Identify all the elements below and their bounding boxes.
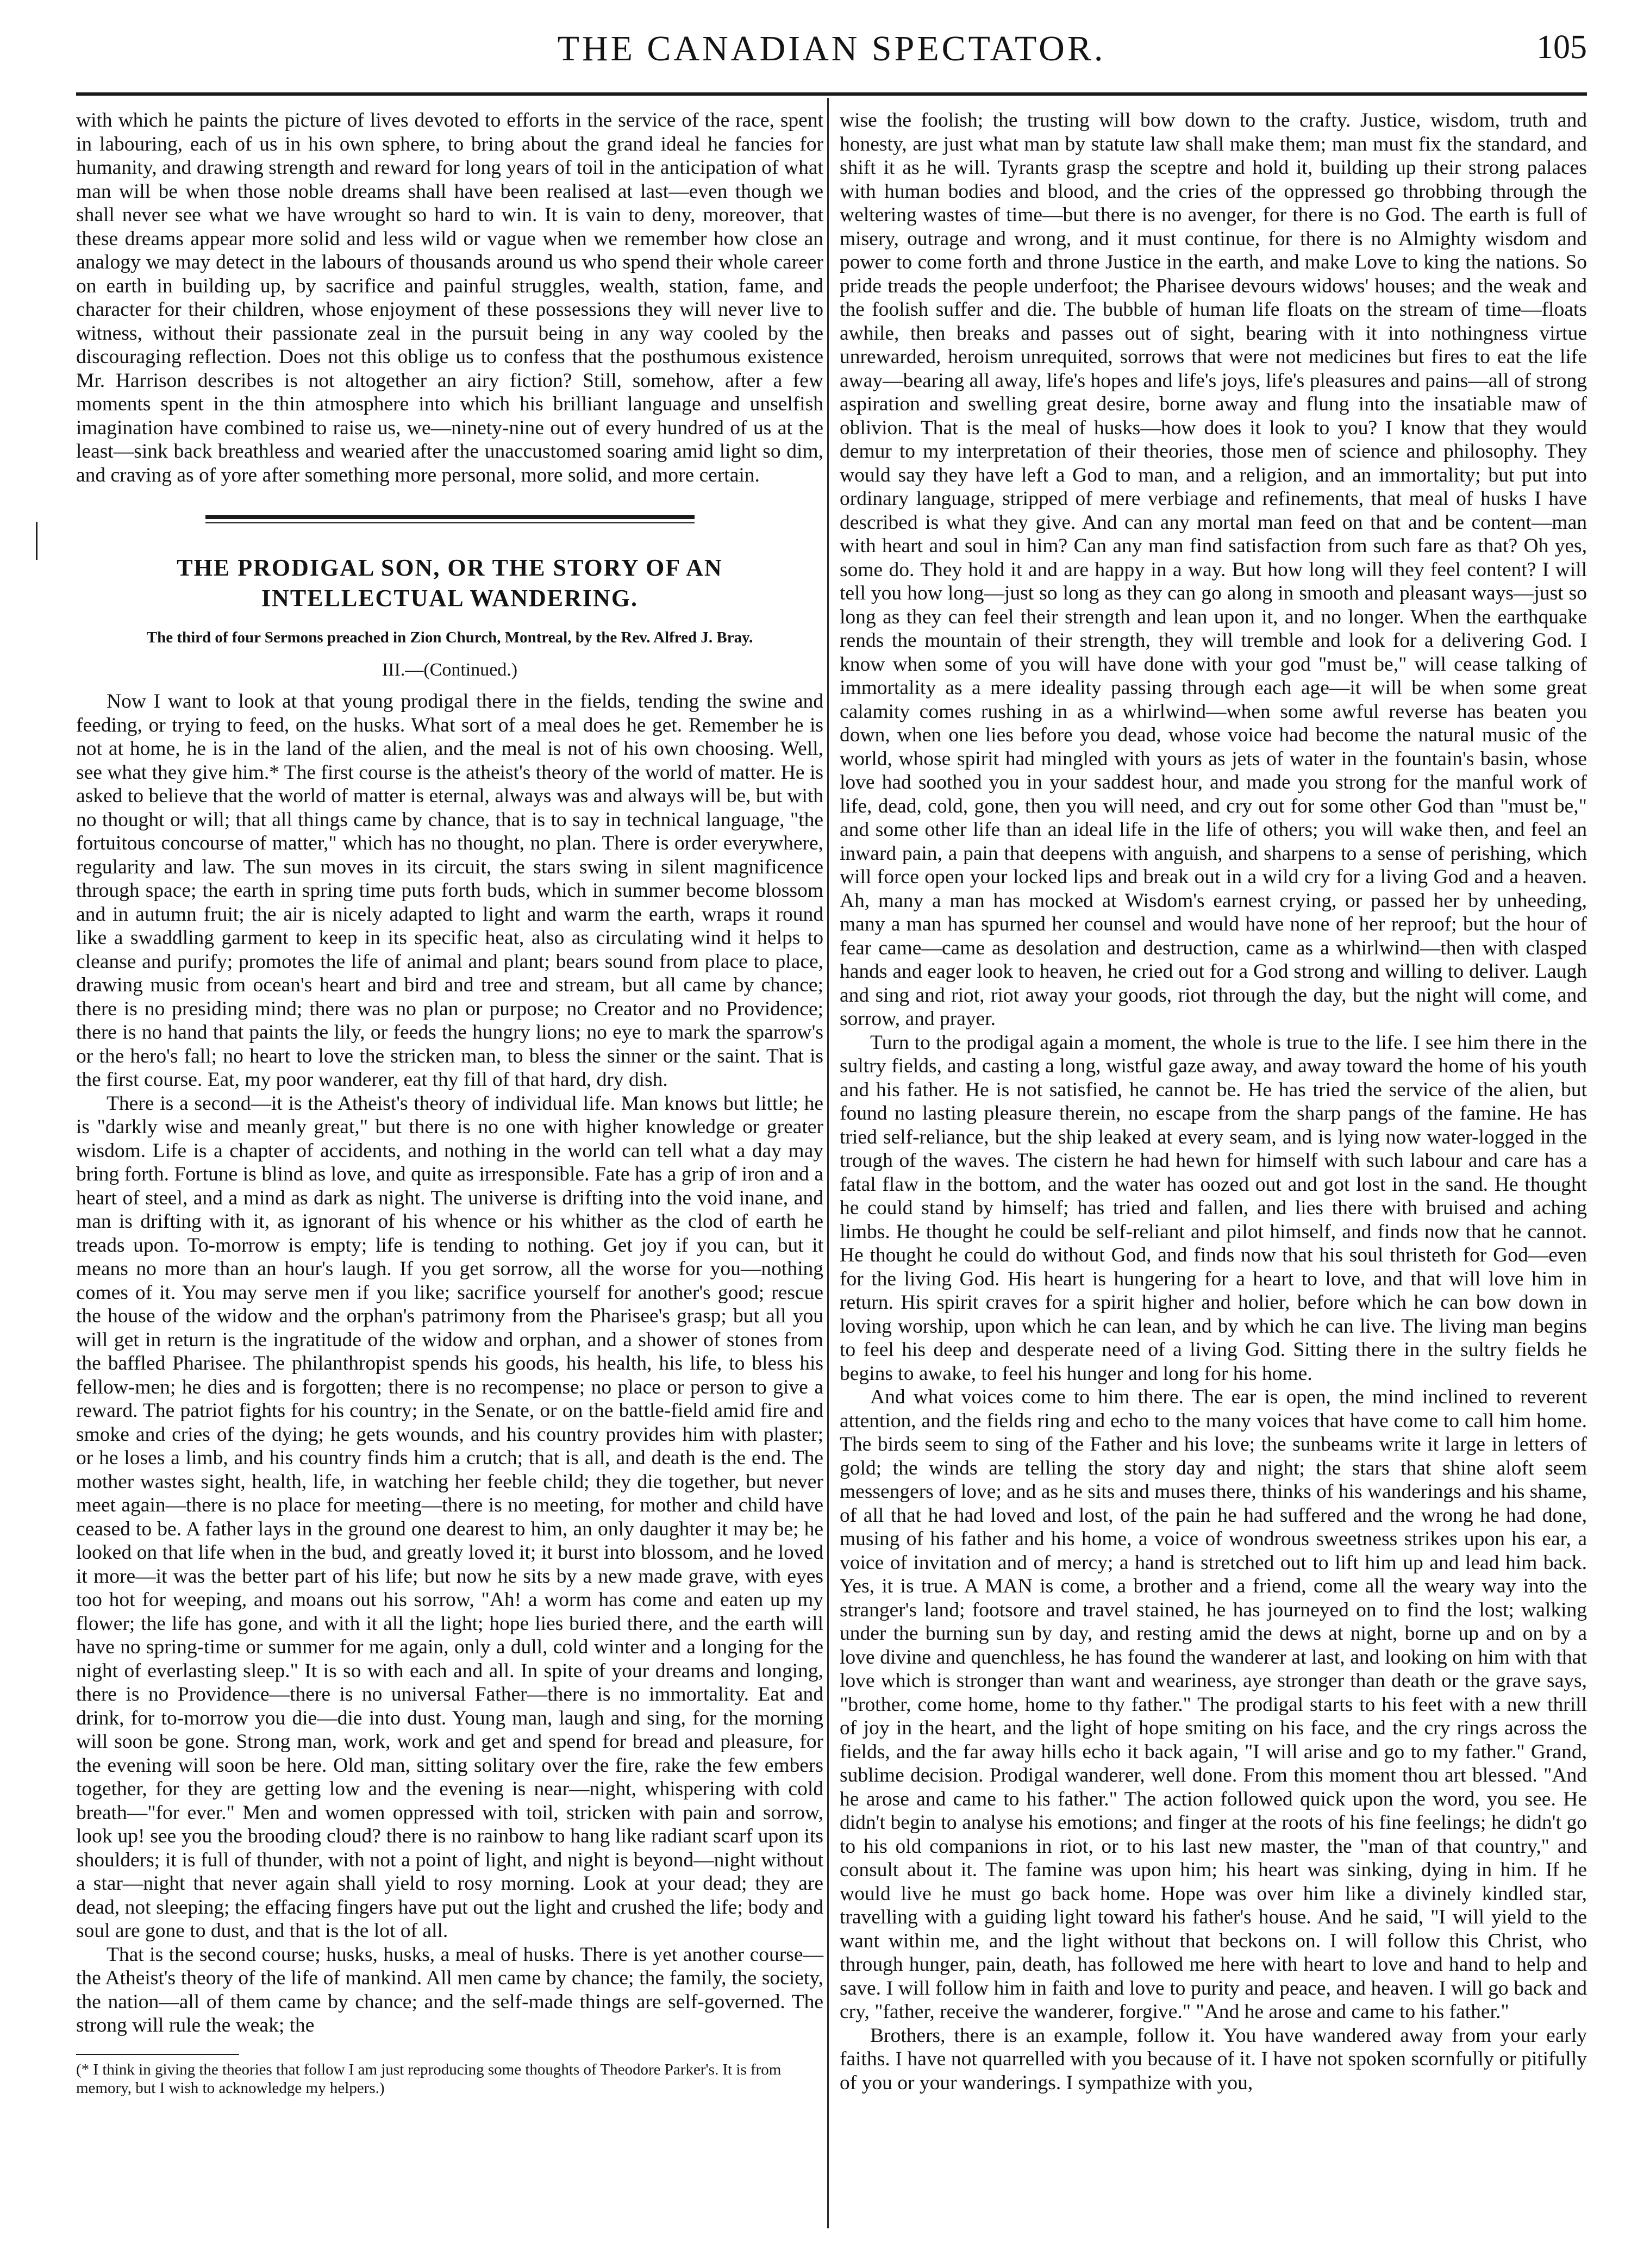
article-paragraph: Turn to the prodigal again a moment, the whole is true to the life. I see him there in the sultry fields, and casting a long, wistful gaze away, and away toward the home of his youth and his father. He is not satisfied, he cannot be. He has tried the service of the alien, but found no lasting pleasure therein, no escape from the sharp pangs of the famine. He has tried self-reliance, but the ship leaked at every seam, and is lying now water-logged in the trough of the waves. The cistern he had hewn for himself with such labour and care has a fatal flaw in the bottom, and the water has oozed out and got lost in the sand. He thought he could stand by himself; has tried and fallen, and lies there with bruised and aching limbs. He thought he could be self-reliant and pilot himself, and finds now that he cannot. He thought he could do without God, and finds now that his soul thristeth for God—even for the living God. His heart is hungering for a heart to love, and that will love him in return. His spirit craves for a spirit higher and holier, before which he can bow down in loving worship, upon which he can lean, and by which he can live. The living man begins to feel his deep and desperate need of a living God. Sitting there in the sultry fields he begins to awake, to feel his hunger and long for his home. [840,1031,1587,1385]
footnote: (* I think in giving the theories that follow I am just reproducing some thoughts of Theodore Parker's. It is from memory, but I wish to acknowledge my helpers.) [76,2060,782,2097]
masthead [76,24,1587,89]
article-paragraph: And what voices come to him there. The ear is open, the mind inclined to reverent attention, and the fields ring and echo to the many voices that have come to call him home. The birds seem to sing of the Father and his love; the sunbeams write it large in letters of gold; the winds are telling the story day and night; the stars that shine aloft seem messengers of love; and as he sits and muses there, thinks of his wanderings and his shame, of all that he had loved and lost, of the pain he had suffered and the wrong he had done, musing of his father and his home, a voice of wondrous sweetness strikes upon his ear, a voice of invitation and of mercy; a hand is stretched out to lift him up and lead him back. Yes, it is true. A MAN is come, a brother and a friend, come all the weary way into the stranger's land; footsore and travel stained, he has journeyed on to find the lost; walking under the burning sun by day, and resting amid the dews at night, borne up and on by a love divine and quenchless, he has found the wanderer at last, and looking on him with that love which is stronger than want and weariness, aye stronger than death or the grave says, "brother, come home, home to thy father." The prodigal starts to his feet with a new thrill of joy in the heart, and the light of hope smiting on his face, and the cry rings across the fields, and the far away hills echo it back again, "I will arise and go to my father." Grand, sublime decision. Prodigal wanderer, well done. From this moment thou art blessed. "And he arose and came to his father." The action followed quick upon the word, you see. He didn't begin to analyse his emotions; and finger at the roots of his fine feelings; he didn't go to his old companions in riot, or to his last new master, the "man of that country," and consult about it. The famine was upon him; his heart was sinking, dying in him. If he would live he must go back home. Hope was over him like a divinely kindled star, travelling with a guiding light toward his father's house. And he said, "I will yield to the want within me, and the light without that beckons on. I will follow this Christ, who through hunger, pain, death, has followed me here with heart to love and hand to help and save. I will follow him in faith and love to purity and peace, and heaven. I will go back and cry, "father, receive the wanderer, forgive." "And he arose and came to his father." [840,1386,1587,2023]
margin-mark [36,522,38,560]
right-column [840,109,1587,2095]
publication-title: THE CANADIAN SPECTATOR. [557,29,1106,68]
article-title: THE PRODIGAL SON, OR THE STORY OF AN INTELLECTUAL WANDERING. [177,554,723,611]
article-paragraph: There is a second—it is the Atheist's theory of individual life. Man knows but little; he is "darkly wise and meanly great," but there is no one with higher knowledge or greater wisdom. Life is a chapter of accidents, and nothing in the world can tell what a day may bring forth. Fortune is blind as love, and quite as irresponsible. Fate has a grip of iron and a heart of steel, and a mind as dark as night. The universe is drifting into the void inane, and man is drifting with it, as ignorant of his whence or his whither as the clod of earth he treads upon. To-morrow is empty; life is tending to nothing. Get joy if you can, but it means no more than an hour's laugh. If you get sorrow, all the worse for you—nothing comes of it. You may serve men if you like; sacrifice yourself for another's good; rescue the house of the widow and the orphan's patrimony from the Pharisee's grasp; but all you will get in return is the ingratitude of the widow and orphan, and a shower of stones from the baffled Pharisee. The philanthropist spends his goods, his health, his life, to bless his fellow-men; he dies and is forgotten; there is no recompense; no place or person to give a reward. The patriot fights for his country; in the Senate, or on the battle-field amid fire and smoke and cries of the dying; he gets wounds, and his country provides him with plaster; or he loses a limb, and his country finds him a crutch; that is all, and death is the end. The mother wastes sight, health, life, in watching her feeble child; they die together, but never meet again—there is no place for meeting—there is no meeting, for mother and child have ceased to be. A father lays in the ground one dearest to him, an only daughter it may be; he looked on that life when in the bud, and greatly loved it; it burst into blossom, and he loved it more—it was the better part of his life; but now he sits by a new made grave, with eyes too hot for weeping, and moans out his sorrow, "Ah! a worm has come and eaten up my flower; the life has gone, and with it all the light; hope lies buried there, and the earth will have no spring-time or summer for me again, only a dull, cold winter and a longing for the night of everlasting sleep." It is so with each and all. In spite of your dreams and longing, there is no Providence—there is no universal Father—there is no immortality. Eat and drink, for to-morrow you die—die into dust. Young man, laugh and sing, for the morning will soon be gone. Strong man, work, work and get and spend for bread and pleasure, for the evening will soon be here. Old man, sitting solitary over the fire, rake the few embers together, for they are getting low and the evening is near—night, whispering with cold breath—"for ever." Men and women oppressed with toil, stricken with pain and sorrow, look up! see you the brooding cloud? there is no rainbow to hang like radiant scarf upon its shoulders; it is full of thunder, with not a point of light, and night is beyond—night without a star—night that never again shall yield to rosy morning. Look at your dead; they are dead, not sleeping; the effacing fingers have put out the light and crushed the life; body and soul are gone to dust, and that is the lot of all. [76,1092,823,1942]
article-paragraph: That is the second course; husks, husks, a meal of husks. There is yet another course—the Atheist's theory of the life of mankind. All men came by chance; the family, the society, the nation—all of them came by chance; and the self-made things are self-governed. The strong will rule the weak; the [76,1943,823,2036]
article-paragraph: Brothers, there is an example, follow it. You have wandered away from your early faiths. I have not quarrelled with you because of it. I have not spoken scornfully or pitifully of you or your wanderings. I sympathize with you, [840,2024,1587,2094]
continued-paragraph: with which he paints the picture of lives devoted to efforts in the service of the race, spent in labouring, each of us in his own sphere, to bring about the grand ideal he fancies for humanity, and drawing strength and reward for long years of toil in the anticipation of what man will be when those noble dreams shall have been realised at last—even though we shall never see what we have wrought so hard to win. It is vain to deny, moreover, that these dreams appear more solid and less wild or vague when we remember how close an analogy we may detect in the labours of thousands around us who spend their whole career on earth in building up, by sacrifice and painful struggles, wealth, station, fame, and character for their children, whose enjoyment of these possessions they will never live to witness, without their passionate zeal in the pursuit being in any way cooled by the discouraging reflection. Does not this oblige us to confess that the posthumous existence Mr. Harrison describes is not altogether an airy fiction? Still, somehow, after a few moments spent in the thin atmosphere into which his brilliant language and unselfish imagination have combined to raise us, we—ninety-nine out of every hundred of us at the least—sink back breathless and wearied after the unaccustomed soaring amid light so dim, and craving as of yore after something more personal, more solid, and more certain. [76,109,823,486]
left-column [76,109,823,2097]
article-paragraph: wise the foolish; the trusting will bow down to the crafty. Justice, wisdom, truth and honesty, are just what man by statute law shall make them; man must fix the standard, and shift it as he will. Tyrants grasp the sceptre and hold it, building up their strong palaces with human bodies and blood, and the cries of the oppressed go throbbing through the weltering wastes of time—but there is no avenger, for there is no God. The earth is full of misery, outrage and wrong, and it must continue, for there is no Almighty wisdom and power to come forth and throne Justice in the earth, and make Love to king the nations. So pride treads the people underfoot; the Pharisee devours widows' houses; and the weak and the foolish suffer and die. The bubble of human life floats on the stream of time—floats awhile, then breaks and passes out of sight, bearing with it into nothingness virtue unrewarded, heroism unrequited, sorrows that were not medicines but fires to eat the life away—bearing all away, life's hopes and life's joys, life's pleasures and pains—all of strong aspiration and swelling great desire, borne away and flung into the insatiable maw of oblivion. That is the meal of husks—how does it look to you? I know that they would demur to my interpretation of their theories, those men of science and philosophy. They would say they have left a God to man, and a religion, and an immortality; but put into ordinary language, stripped of mere verbiage and refinements, that meal of husks I have described is what they give. And can any mortal man feed on that and be content—man with heart and soul in him? Can any man find satisfaction from such fare as that? Oh yes, some do. They hold it and are happy in a way. But how long will they feel content? I will tell you how long—just so long as they can go along in smooth and pleasant ways—just so long as they can feel their strength and lean upon it, and no longer. When the earthquake rends the mountain of their strength, they will tremble and look for a delivering God. I know when some of you will have done with your god "must be," will cease talking of immortality as a mere ideality passing through each age—it will be when some great calamity comes rushing in as a whirlwind—when some awful reverse has beaten you down, when one lies before you dead, whose voice had become the natural music of the world, whose spirit had mingled with yours as jets of water in the fountain's basin, whose love had soothed you in your saddest hour, and made you strong for the manful work of life, dead, cold, gone, then you will need, and cry out for some other God than "must be," and some other life than an ideal life in the life of others; you will wake then, and feel an inward pain, a pain that deepens with anguish, and sharpens to a sense of perishing, which will force open your locked lips and break out in a wild cry for a living God and a heaven. Ah, many a man has mocked at Wisdom's earnest crying, or passed her by unheeding, many a man has spurned her counsel and would have none of her reproof; but the hour of fear came—came as desolation and destruction, came as a whirlwind—then with clasped hands and eager look to heaven, he cried out for a God strong and willing to deliver. Laugh and sing and riot, riot away your goods, riot through the day, but the night will come, and sorrow, and prayer. [840,109,1587,1030]
column-divider [827,98,829,2228]
section-rule-thick [205,515,695,519]
header-rule [76,92,1587,96]
part-heading: III.—(Continued.) [382,660,518,680]
section-rule-thin [205,522,695,523]
article-paragraph: Now I want to look at that young prodigal there in the fields, tending the swine and feeding, or trying to feed, on the husks. What sort of a meal does he get. Remember he is not at home, he is in the land of the alien, and the meal is not of his own choosing. Well, see what they give him.* The first course is the atheist's theory of the world of matter. He is asked to believe that the world of matter is eternal, always was and always will be, but with no thought or will; that all things came by chance, that is to say in technical language, "the fortuitous concourse of matter," which has no thought, no plan. There is order everywhere, regularity and law. The sun moves in its circuit, the stars swing in silent magnificence through space; the earth in spring time puts forth buds, which in summer become blossom and in autumn fruit; the air is nicely adapted to light and warm the earth, wraps it round like a swaddling garment to keep in its specific heat, also as circulating wind it helps to cleanse and purify; promotes the life of animal and plant; bears sound from place to place, drawing music from ocean's heart and bird and tree and stream, but all came by chance; there is no presiding mind; there was no plan or purpose; no Creator and no Providence; there is no hand that paints the lily, or feeds the hungry lions; no eye to mark the sparrow's or the hero's fall; no heart to love the stricken man, to bless the sinner or the saint. That is the first course. Eat, my poor wanderer, eat thy fill of that hard, dry dish. [76,690,823,1091]
article-byline: The third of four Sermons preached in Zion Church, Montreal, by the Rev. Alfred J. Bray. [146,629,753,646]
page-number: 105 [1536,29,1587,66]
footnote-rule [76,2054,239,2055]
